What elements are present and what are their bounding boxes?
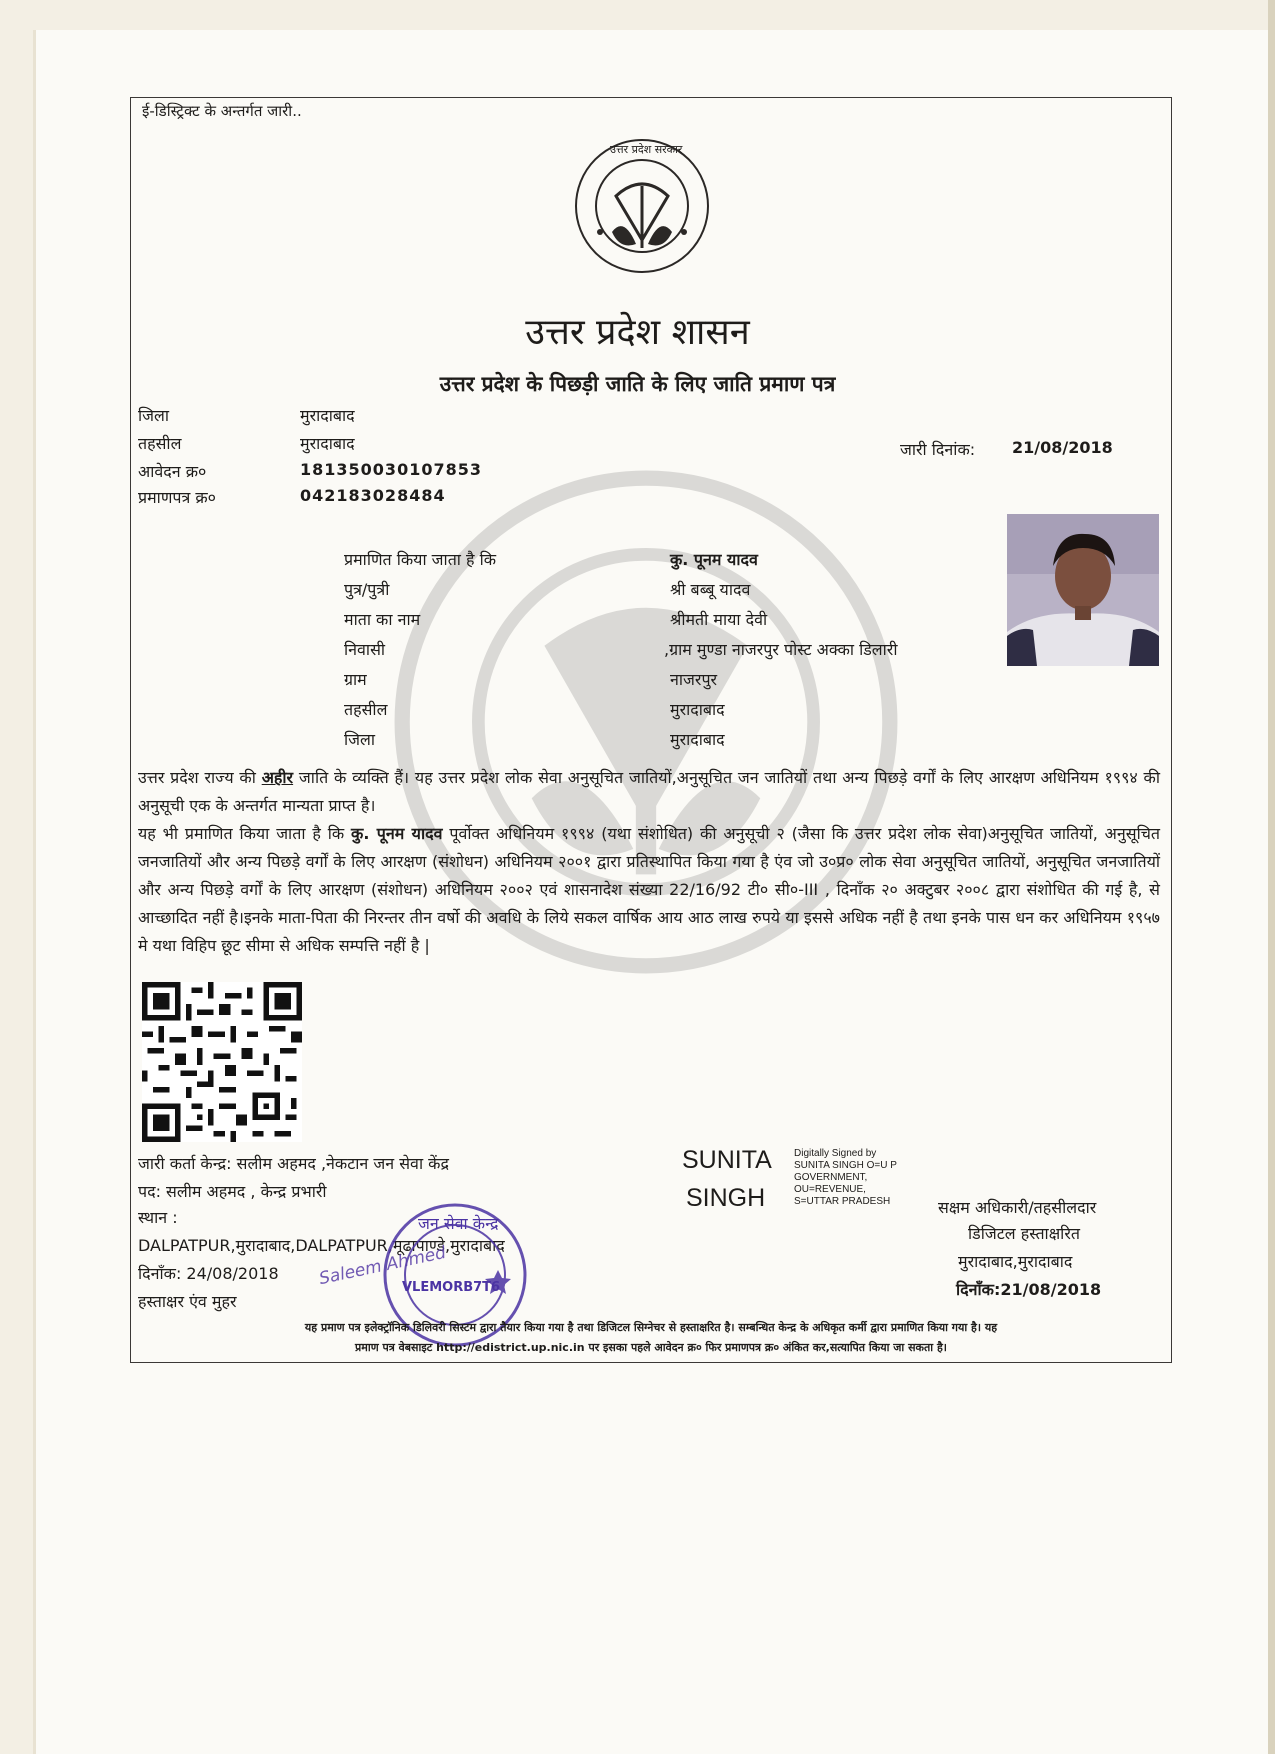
qr-code (142, 982, 302, 1142)
detail-label: माता का नाम (344, 610, 421, 629)
footer-line-2: प्रमाण पत्र वेबसाइट http://edistrict.up.nic.in पर इसका पहले आवेदन क्र० फिर प्रमाणपत्र क्र० अंकित कर,सत्यापित किया जा सकता है। (355, 1341, 947, 1354)
para2-name: कु. पूनम यादव (351, 824, 443, 843)
detail-label: निवासी (344, 640, 386, 659)
para2-text-b: पूर्वोक्त अधिनियम १९९४ (यथा संशोधित) की अनुसूची २ (जैसा कि उत्तर प्रदेश लोक सेवा)अनुसूचित जातियों, अनुसूचित जनजातियों और अन्य पिछड़े वर्गों के लिए आरक्षण (संशोधन) अधिनियम २००१ द्वारा प्रतिस्थापित किया गया है एंव जो उ०प्र० लोक सेवा अनुसूचित जातियों, अनुसूचित जनजातियों और अन्य पिछड़े वर्गों के लिए आरक्षण (संशोधन) अधिनियम २००२ एवं शासनादेश संख्या 22/16/92 टी० सी०-III , दिनाँक २० अक्टुबर २००८ द्वारा संशोधित की गई है, से आच्छादित नहीं है।इनके माता-पिता की निरन्तर तीन वर्षो की अवधि के लिये सकल वार्षिक आय आठ लाख रुपये या इससे अधिक नहीं है तथा इनके पास धन कर अधिनियम १९५७ मे यथा विहिप छूट सीमा से अधिक सम्पत्ति नहीं है | (138, 824, 1161, 955)
para2-text-a: यह भी प्रमाणित किया जाता है कि (138, 824, 352, 843)
creamy-layer-paragraph (138, 820, 1160, 960)
detail-label: तहसील (344, 700, 388, 719)
tehsil-detail-value: मुरादाबाद (670, 700, 725, 719)
verification-note (138, 1318, 1164, 1358)
digitally-signed-label: डिजिटल हस्ताक्षरित (968, 1224, 1080, 1243)
certificate-number: 042183028484 (300, 486, 446, 505)
caste-text-b: जाति के व्यक्ति हैं। यह उत्तर प्रदेश लोक सेवा अनुसूचित जातियों,अनुसूचित जन जातियों तथा अन्य पिछड़े वर्गों के लिए आरक्षण अधिनियम १९९४ की अनुसूची एक के अन्तर्गत मान्यता प्राप्त है। (138, 768, 1160, 815)
emblem-ring-text: उत्तर प्रदेश सरकार (610, 143, 683, 156)
issue-date: 21/08/2018 (1012, 438, 1113, 457)
application-number: 181350030107853 (300, 460, 482, 479)
certificate-subtitle: उत्तर प्रदेश के पिछड़ी जाति के लिए जाति प्रमाण पत्र (439, 372, 836, 396)
applicant-photo (1007, 514, 1159, 666)
detail-label: पुत्र/पुत्री (344, 580, 390, 599)
caste-text-a: उत्तर प्रदेश राज्य की (138, 768, 262, 787)
stamp-code: VLEMORB7T6 (402, 1280, 501, 1295)
sig-detail-line: S=UTTAR PRADESH (794, 1196, 891, 1207)
certificate-number-label: प्रमाणपत्र क्र० (138, 488, 216, 507)
stamp-ring-text: जन सेवा केन्द्र (418, 1214, 499, 1233)
sig-detail-line: Digitally Signed by (794, 1148, 877, 1159)
village-value: नाजरपुर (670, 670, 718, 689)
authority-place: मुरादाबाद,मुरादाबाद (958, 1252, 1073, 1271)
issuer-date: दिनाँक: 24/08/2018 (138, 1264, 279, 1283)
district-label: जिला (138, 406, 170, 425)
detail-label: प्रमाणित किया जाता है कि (344, 550, 497, 569)
issue-date-label: जारी दिनांक: (900, 440, 976, 459)
issuer-post: पद: सलीम अहमद , केन्द्र प्रभारी (138, 1182, 327, 1201)
page-edge (1268, 0, 1275, 1754)
authority-title: सक्षम अधिकारी/तहसीलदार (938, 1198, 1097, 1217)
tehsil-label: तहसील (138, 434, 182, 453)
tehsil-value: मुरादाबाद (300, 434, 355, 453)
mother-name: श्रीमती माया देवी (670, 610, 768, 629)
district-value: मुरादाबाद (300, 406, 355, 425)
detail-label: ग्राम (344, 670, 367, 689)
handwritten-signature: Saleem Ahmed (317, 1242, 448, 1290)
detail-label: जिला (344, 730, 376, 749)
applicant-name: कु. पूनम यादव (670, 550, 758, 569)
district-detail-value: मुरादाबाद (670, 730, 725, 749)
footer-line-1: यह प्रमाण पत्र इलेक्ट्रॉनिक डिलिवरी सिस्टम द्वारा तैयार किया गया है तथा डिजिटल सिग्नेचर से हस्ताक्षरित है। सम्बन्धित केन्द्र के अधिकृत कर्मी द्वारा प्रमाणित किया गया है। यह (304, 1321, 998, 1334)
digital-signature-details (794, 1148, 897, 1208)
sig-detail-line: OU=REVENUE, (794, 1184, 866, 1195)
issued-under-text: ई-डिस्ट्रिक्ट के अन्तर्गत जारी.. (142, 102, 302, 120)
sig-detail-line: SUNITA SINGH O=U P (794, 1160, 897, 1171)
residence-value: ,ग्राम मुण्डा नाजरपुर पोस्ट अक्का डिलारी (664, 640, 898, 659)
father-name: श्री बब्बू यादव (670, 580, 751, 599)
page-title: उत्तर प्रदेश शासन (525, 312, 750, 353)
place-label: स्थान : (138, 1208, 178, 1227)
authority-date: दिनाँक:21/08/2018 (956, 1280, 1102, 1299)
digital-signer-last: SINGH (686, 1184, 766, 1212)
sig-detail-line: GOVERNMENT, (794, 1172, 868, 1183)
application-number-label: आवेदन क्र० (138, 462, 207, 481)
issuing-centre: जारी कर्ता केन्द्र: सलीम अहमद ,नेकटान जन सेवा केंद्र (138, 1154, 449, 1173)
up-government-emblem (572, 136, 712, 276)
digital-signer-first: SUNITA (682, 1146, 772, 1174)
caste-paragraph (138, 764, 1160, 820)
signature-seal-label: हस्ताक्षर एंव मुहर (138, 1292, 237, 1311)
place-value: DALPATPUR,मुरादाबाद,DALPATPUR,मूढापाण्डे,मुरादाबाद (138, 1236, 505, 1255)
caste-name: अहीर (261, 768, 294, 787)
